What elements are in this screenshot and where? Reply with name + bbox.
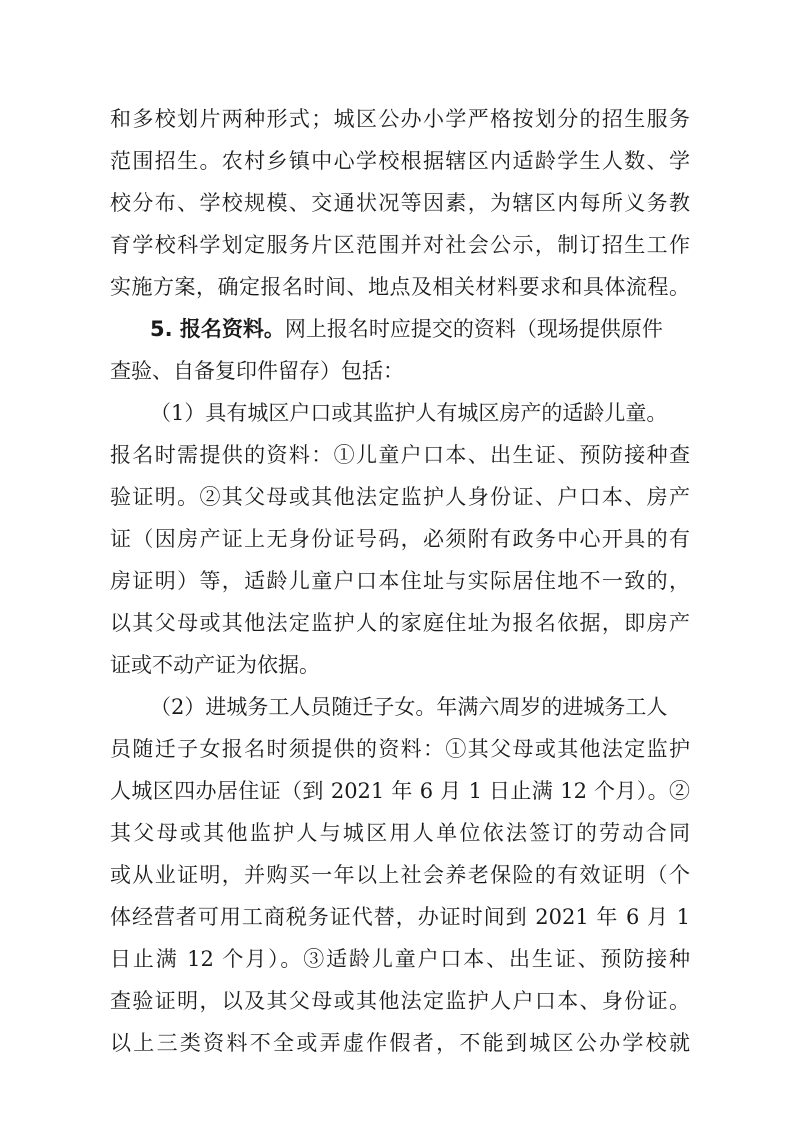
item-1-heading-line: （1）具有城区户口或其监护人有城区房产的适龄儿童。 — [150, 401, 668, 425]
text-line: 育学校科学划定服务片区范围并对社会公示，制订招生工作 — [110, 233, 690, 257]
text-line: 日止满 12 个月）。③适龄儿童户口本、出生证、预防接种 — [110, 947, 690, 971]
section-heading: 5. 报名资料。 — [150, 317, 285, 341]
text-line: 以其父母或其他法定监护人的家庭住址为报名依据，即房产 — [110, 611, 690, 635]
text-line: 证（因房产证上无身份证号码，必须附有政务中心开具的有 — [110, 527, 690, 551]
section-5-line — [150, 316, 690, 346]
text-line: 验证明。②其父母或其他法定监护人身份证、户口本、房产 — [110, 485, 690, 509]
section-text: 网上报名时应提交的资料（现场提供原件 — [284, 317, 663, 341]
text-line: 查验证明，以及其父母或其他法定监护人户口本、身份证。 — [110, 989, 690, 1013]
text-line: 体经营者可用工商税务证代替，办证时间到 2021 年 6 月 1 — [110, 905, 690, 929]
text-line: 和多校划片两种形式；城区公办小学严格按划分的招生服务 — [110, 107, 690, 131]
text-line: 报名时需提供的资料：①儿童户口本、出生证、预防接种查 — [110, 443, 690, 467]
text-line: 范围招生。农村乡镇中心学校根据辖区内适龄学生人数、学 — [110, 149, 690, 173]
item-2-heading-line: （2）进城务工人员随迁子女。年满六周岁的进城务工人 — [150, 695, 668, 719]
text-line: 员随迁子女报名时须提供的资料：①其父母或其他法定监护 — [110, 737, 690, 761]
text-line: 房证明）等，适龄儿童户口本住址与实际居住地不一致的， — [110, 569, 690, 593]
text-line: 实施方案，确定报名时间、地点及相关材料要求和具体流程。 — [110, 275, 690, 299]
text-line: 其父母或其他监护人与城区用人单位依法签订的劳动合同 — [110, 821, 690, 845]
text-line: 校分布、学校规模、交通状况等因素，为辖区内每所义务教 — [110, 191, 690, 215]
text-line: 查验、自备复印件留存）包括： — [110, 359, 404, 383]
text-line: 证或不动产证为依据。 — [110, 653, 320, 677]
text-line: 人城区四办居住证（到 2021 年 6 月 1 日止满 12 个月）。② — [110, 779, 690, 803]
text-line: 或从业证明，并购买一年以上社会养老保险的有效证明（个 — [110, 863, 690, 887]
text-line: 以上三类资料不全或弄虚作假者，不能到城区公办学校就 — [110, 1031, 690, 1055]
